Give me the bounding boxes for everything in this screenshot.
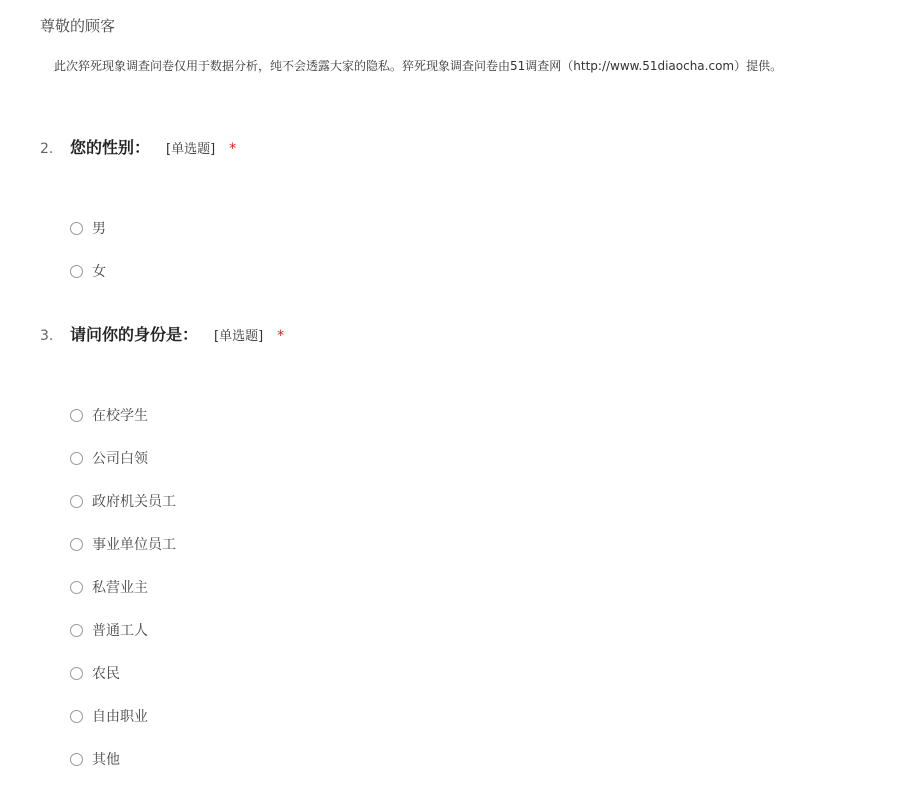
- question-title: 您的性别：: [70, 138, 151, 157]
- required-asterisk: *: [229, 141, 237, 157]
- option-label: 公司白领: [92, 451, 148, 467]
- option-label: 政府机关员工: [92, 494, 176, 510]
- question-number: 3.: [40, 328, 54, 344]
- option-student[interactable]: [70, 404, 148, 426]
- required-asterisk: *: [277, 328, 285, 344]
- option-label: 普通工人: [92, 623, 148, 639]
- option-label: 农民: [92, 666, 120, 682]
- option-male[interactable]: [70, 217, 106, 239]
- radio-button[interactable]: [70, 581, 83, 594]
- radio-button[interactable]: [70, 538, 83, 551]
- radio-button[interactable]: [70, 452, 83, 465]
- option-public-institution-employee[interactable]: [70, 533, 176, 555]
- radio-button[interactable]: [70, 624, 83, 637]
- option-label: 男: [92, 221, 106, 237]
- option-freelancer[interactable]: [70, 705, 148, 727]
- option-label: 事业单位员工: [92, 537, 176, 553]
- radio-button[interactable]: [70, 710, 83, 723]
- option-label: 私营业主: [92, 580, 148, 596]
- survey-intro: 此次猝死现象调查问卷仅用于数据分析，纯不会透露大家的隐私。猝死现象调查问卷由51调查网（http://www.51diaocha.com）提供。: [54, 59, 783, 73]
- radio-button[interactable]: [70, 753, 83, 766]
- option-label: 其他: [92, 752, 120, 768]
- radio-button[interactable]: [70, 222, 83, 235]
- option-other[interactable]: [70, 748, 120, 770]
- question-title: 请问你的身份是：: [70, 325, 199, 344]
- radio-button[interactable]: [70, 409, 83, 422]
- option-white-collar[interactable]: [70, 447, 148, 469]
- option-label: 女: [92, 264, 106, 280]
- question-gender: [40, 135, 860, 280]
- question-type-label: [单选题]: [166, 142, 216, 157]
- option-female[interactable]: [70, 260, 106, 282]
- radio-button[interactable]: [70, 495, 83, 508]
- radio-button[interactable]: [70, 265, 83, 278]
- radio-button[interactable]: [70, 667, 83, 680]
- greeting: 尊敬的顾客: [40, 17, 116, 35]
- option-private-business-owner[interactable]: [70, 576, 148, 598]
- option-worker[interactable]: [70, 619, 148, 641]
- option-farmer[interactable]: [70, 662, 120, 684]
- question-number: 2.: [40, 141, 54, 157]
- option-label: 在校学生: [92, 408, 148, 424]
- option-government-employee[interactable]: [70, 490, 176, 512]
- question-type-label: [单选题]: [214, 329, 264, 344]
- question-identity: [40, 322, 860, 768]
- option-label: 自由职业: [92, 709, 148, 725]
